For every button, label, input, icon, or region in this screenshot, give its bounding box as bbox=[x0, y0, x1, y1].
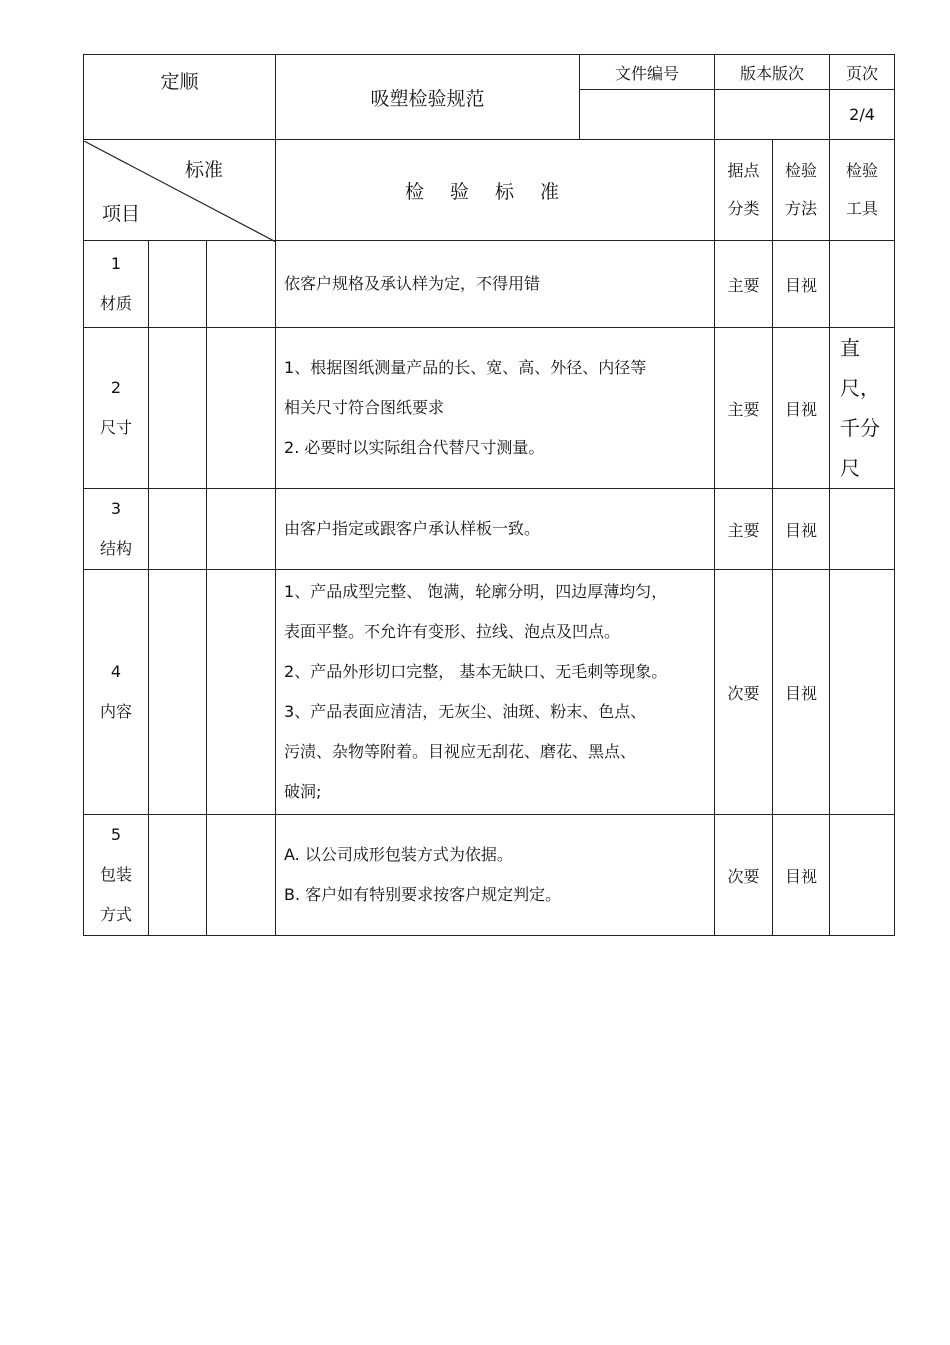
item-name: 包装 bbox=[99, 865, 132, 884]
blank-cell-b bbox=[207, 489, 276, 570]
inspection-sheet bbox=[83, 54, 894, 936]
standard-line: 破洞; bbox=[284, 782, 322, 801]
item-name: 结构 bbox=[99, 539, 132, 558]
classification-header-l2: 分类 bbox=[727, 199, 760, 218]
table-row bbox=[84, 570, 895, 815]
item-name: 方式 bbox=[99, 905, 132, 924]
diagonal-line bbox=[84, 141, 276, 242]
item-cell bbox=[84, 241, 149, 328]
method-cell: 目视 bbox=[773, 489, 830, 570]
item-number: 2 bbox=[110, 378, 122, 397]
doc-number-label: 文件编号 bbox=[580, 55, 715, 90]
standard-line: B. 客户如有特别要求按客户规定判定。 bbox=[284, 885, 562, 904]
method-cell: 目视 bbox=[773, 328, 830, 489]
blank-cell-a bbox=[149, 815, 207, 936]
standard-line: 表面平整。不允许有变形、拉线、泡点及凹点。 bbox=[284, 622, 621, 641]
method-header-l1: 检验 bbox=[785, 161, 818, 180]
inspection-standard-header: 检验标准 bbox=[276, 140, 715, 241]
standard-line: 1、根据图纸测量产品的长、宽、高、外径、内径等 bbox=[284, 358, 647, 377]
inspection-table bbox=[83, 54, 895, 936]
tool-cell bbox=[830, 489, 895, 570]
standard-line: 依客户规格及承认样为定，不得用错 bbox=[284, 274, 541, 293]
table-row bbox=[84, 328, 895, 489]
standard-line: 2. 必要时以实际组合代替尺寸测量。 bbox=[284, 438, 545, 457]
item-name: 内容 bbox=[99, 702, 132, 721]
diagonal-header-cell bbox=[84, 140, 276, 241]
classification-cell: 主要 bbox=[715, 489, 773, 570]
standard-line: A. 以公司成形包装方式为依据。 bbox=[284, 845, 513, 864]
page-value: 2/4 bbox=[830, 90, 895, 140]
tool-cell bbox=[830, 241, 895, 328]
document-title: 吸塑检验规范 bbox=[276, 55, 580, 140]
blank-cell-b bbox=[207, 241, 276, 328]
version-label: 版本版次 bbox=[715, 55, 830, 90]
blank-cell-a bbox=[149, 241, 207, 328]
classification-cell: 次要 bbox=[715, 815, 773, 936]
standard-line: 相关尺寸符合图纸要求 bbox=[284, 398, 445, 417]
table-row bbox=[84, 815, 895, 936]
tool-line: 直 bbox=[840, 336, 861, 360]
item-name: 尺寸 bbox=[99, 418, 132, 437]
table-row bbox=[84, 489, 895, 570]
tool-line: 千分 bbox=[840, 416, 881, 440]
standard-line: 2、产品外形切口完整， 基本无缺口、无毛刺等现象。 bbox=[284, 662, 668, 681]
table-row bbox=[84, 241, 895, 328]
standard-content bbox=[276, 815, 715, 936]
tool-cell bbox=[830, 815, 895, 936]
tool-line: 尺， bbox=[840, 376, 881, 400]
item-name: 材质 bbox=[99, 294, 132, 313]
blank-cell-b bbox=[207, 328, 276, 489]
standard-content bbox=[276, 570, 715, 815]
method-cell: 目视 bbox=[773, 570, 830, 815]
version-value bbox=[715, 90, 830, 140]
classification-cell: 主要 bbox=[715, 328, 773, 489]
blank-cell-a bbox=[149, 328, 207, 489]
method-header bbox=[773, 140, 830, 241]
tool-header bbox=[830, 140, 895, 241]
blank-cell-a bbox=[149, 570, 207, 815]
standard-content bbox=[276, 489, 715, 570]
item-cell bbox=[84, 570, 149, 815]
method-header-l2: 方法 bbox=[785, 199, 818, 218]
tool-cell bbox=[830, 570, 895, 815]
item-cell bbox=[84, 489, 149, 570]
tool-header-l2: 工具 bbox=[846, 199, 879, 218]
classification-cell: 主要 bbox=[715, 241, 773, 328]
classification-cell: 次要 bbox=[715, 570, 773, 815]
standard-content bbox=[276, 328, 715, 489]
standard-line: 3、产品表面应清洁，无灰尘、油斑、粉末、色点、 bbox=[284, 702, 647, 721]
method-cell: 目视 bbox=[773, 815, 830, 936]
standard-line: 由客户指定或跟客户承认样板一致。 bbox=[284, 519, 541, 538]
doc-number-value bbox=[580, 90, 715, 140]
item-number: 4 bbox=[110, 662, 122, 681]
item-cell bbox=[84, 328, 149, 489]
company-name: 定顺 bbox=[84, 55, 276, 140]
standard-content bbox=[276, 241, 715, 328]
method-cell: 目视 bbox=[773, 241, 830, 328]
blank-cell-b bbox=[207, 570, 276, 815]
page-label: 页次 bbox=[830, 55, 895, 90]
classification-header-l1: 据点 bbox=[727, 161, 760, 180]
tool-header-l1: 检验 bbox=[846, 161, 879, 180]
standard-line: 污渍、杂物等附着。目视应无刮花、磨花、黑点、 bbox=[284, 742, 637, 761]
standard-line: 1、产品成型完整、 饱满，轮廓分明，四边厚薄均匀， bbox=[284, 582, 668, 601]
diag-standard-label: 标准 bbox=[185, 158, 224, 181]
classification-header bbox=[715, 140, 773, 241]
item-number: 5 bbox=[110, 825, 122, 844]
diag-item-label: 项目 bbox=[102, 202, 141, 225]
blank-cell-a bbox=[149, 489, 207, 570]
item-number: 3 bbox=[110, 499, 122, 518]
tool-cell bbox=[830, 328, 895, 489]
blank-cell-b bbox=[207, 815, 276, 936]
item-cell bbox=[84, 815, 149, 936]
inspection-rows bbox=[84, 241, 895, 936]
item-number: 1 bbox=[110, 254, 122, 273]
tool-line: 尺 bbox=[840, 456, 861, 480]
